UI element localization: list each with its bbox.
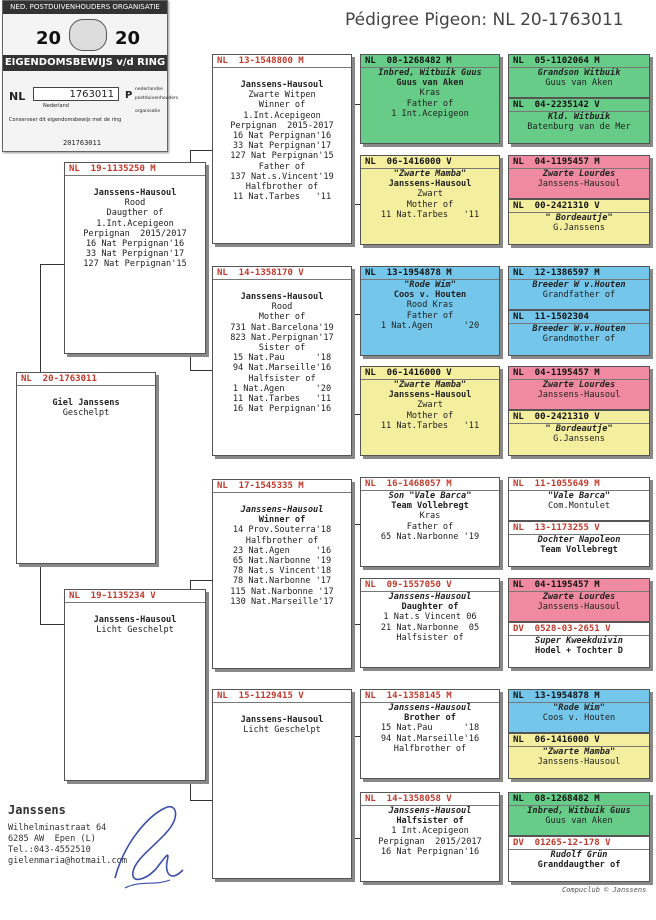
connector <box>190 370 212 371</box>
breeder-name: Inbred, Witbuik Guus <box>527 806 631 816</box>
info-line: 21 Nat.Narbonne 05 <box>380 622 480 633</box>
great-grandparent-box <box>360 689 500 779</box>
info-line: Halfsister of <box>396 816 464 827</box>
info-line: 33 Nat Perpignan'17 <box>85 249 185 260</box>
breeder-name: Janssens-Hausoul <box>388 592 472 602</box>
ancestor-box <box>508 733 650 779</box>
great-grandparent-box <box>360 792 500 882</box>
connector <box>190 580 212 581</box>
breeder-name: " Bordeautje" <box>545 213 613 223</box>
breeder-name: Janssens-Hausoul <box>388 806 472 816</box>
connector <box>40 624 64 625</box>
info-line: 1 Int.Acepigeon <box>391 826 469 837</box>
info-line: Coos v. Houten <box>542 713 616 724</box>
sire-box <box>64 162 206 354</box>
info-line: 94 Nat.Marseille'16 <box>380 733 480 744</box>
page-title: Pédigree Pigeon: NL 20-1763011 <box>345 10 624 30</box>
info-line: 16 Nat Perpignan'16 <box>85 239 185 250</box>
info-line: Janssens-Hausoul <box>537 757 621 768</box>
info-line: Zwarte Witpen <box>248 90 316 101</box>
info-line: Rood Kras <box>406 300 454 311</box>
connector <box>40 264 41 373</box>
card-year-left: 20 <box>36 28 62 49</box>
breeder-name: Guus van Aken <box>396 78 464 89</box>
breeder-name: Janssens-Hausoul <box>240 715 324 725</box>
ring-number: NL 19-1135234 V <box>65 590 205 603</box>
info-line: Janssens-Hausoul <box>537 179 621 190</box>
card-label-p: P <box>125 90 133 101</box>
breeder-name: Rudolf Grün <box>550 850 608 860</box>
info-line: 127 Nat Perpignan'15 <box>83 259 187 270</box>
ancestor-box <box>508 792 650 836</box>
ancestor-box <box>508 310 650 356</box>
breeder-name: "Zwarte Mamba" <box>542 747 616 757</box>
card-country: NL <box>9 90 26 103</box>
info-line: 11 Nat.Tarbes '11 <box>232 192 332 203</box>
info-line: 115 Nat.Narbonne '17 <box>230 586 334 597</box>
info-line: 127 Nat Perpignan'15 <box>230 151 334 162</box>
info-line: 14 Prov.Souterra'18 <box>232 525 332 536</box>
great-grandparent-box <box>360 578 500 668</box>
info-line: Rood <box>271 302 293 313</box>
ring-number: NL 13-1548800 M <box>213 55 351 68</box>
ring-number: NL 14-1358145 M <box>361 690 499 703</box>
ring-number: NL 17-1545335 M <box>213 480 351 493</box>
info-line: Mother of <box>406 410 454 421</box>
info-line: Halfbrother of <box>393 743 467 754</box>
info-line: Com.Montulet <box>547 501 611 512</box>
info-line: Grandfather of <box>542 290 616 301</box>
ancestor-box <box>508 836 650 882</box>
info-line: Hodel + Tochter D <box>535 646 623 657</box>
info-line: 137 Nat.s.Vincent'19 <box>230 171 334 182</box>
great-grandparent-box <box>360 366 500 456</box>
breeder-name: "Rode Wim" <box>553 703 605 713</box>
info-line: 1 Int.Acepigeon <box>391 108 469 119</box>
ring-number: NL 06-1416000 V <box>509 734 649 747</box>
breeder-name: Janssens-Hausoul <box>240 505 324 515</box>
owner-name: Janssens <box>8 803 66 817</box>
info-line: 11 Nat.Tarbes '11 <box>232 394 332 405</box>
info-line: Brother of <box>404 713 456 724</box>
info-line: 130 Nat.Marseille'17 <box>230 596 334 607</box>
info-line: G.Janssens <box>553 434 605 445</box>
connector <box>190 150 212 151</box>
info-line: Father of <box>258 161 306 172</box>
card-label-sub: nederlandse <box>135 87 163 92</box>
breeder-name: Son "Vale Barca" <box>388 491 472 501</box>
ring-number: NL 00-2421310 V <box>509 411 649 424</box>
info-line: Halfsister of <box>248 373 316 384</box>
info-line: 15 Nat.Pau '18 <box>380 723 480 734</box>
info-line: 65 Nat.Narbonne '19 <box>232 556 332 567</box>
dam-box <box>64 589 206 781</box>
connector <box>40 564 41 624</box>
info-line: Sister of <box>258 343 306 354</box>
breeder-name: Kld. Witbuik <box>547 112 611 122</box>
info-line: Daughter of <box>401 602 459 613</box>
subject-pigeon-box <box>16 372 156 564</box>
info-line: Grandmother of <box>542 334 616 345</box>
great-grandparent-box <box>360 155 500 245</box>
ring-number: NL 20-1763011 <box>17 373 155 386</box>
ring-number: NL 14-1358170 V <box>213 267 351 280</box>
ancestor-box <box>508 578 650 622</box>
card-label-sub2: postduivenhouders <box>135 96 179 101</box>
info-line: 1.Int.Acepigeon <box>96 218 174 229</box>
card-title: EIGENDOMSBEWIJS v/d RING <box>3 55 167 71</box>
breeder-name: Inbred, Witbuik Guus <box>378 68 482 78</box>
footer-credit: Compuclub © Janssens <box>562 886 647 894</box>
ring-number: NL 08-1268482 M <box>361 55 499 68</box>
card-note: Conserveer dit eigendomsbewijs met de ring <box>9 117 122 123</box>
ring-number: NL 00-2421310 V <box>509 200 649 213</box>
info-line: 78 Nat.s Vincent'18 <box>232 566 332 577</box>
breeder-name: Giel Janssens <box>52 398 120 408</box>
info-line: Winner of <box>258 100 306 111</box>
breeder-name: Super Kweekduivin <box>535 636 623 646</box>
breeder-name: Team Vollebregt <box>391 501 469 512</box>
grandparent-box <box>212 266 352 456</box>
info-line: 65 Nat.Narbonne '19 <box>380 531 480 542</box>
ring-number: NL 13-1954878 M <box>361 267 499 280</box>
signature <box>95 800 195 900</box>
info-line: Janssens-Hausoul <box>537 602 621 613</box>
info-line: Halfsister of <box>396 632 464 643</box>
breeder-name: "Zwarte Mamba" <box>393 169 467 179</box>
ring-number: NL 11-1502304 <box>509 311 649 324</box>
info-line: Granddaugther of <box>537 860 621 871</box>
ring-number: NL 04-1195457 M <box>509 367 649 380</box>
breeder-name: "Zwarte Mamba" <box>393 380 467 390</box>
ancestor-box <box>508 155 650 199</box>
card-label-nl: Nederland <box>43 103 69 109</box>
info-line: Mother of <box>258 312 306 323</box>
info-line: 731 Nat.Barcelona'19 <box>230 322 334 333</box>
ring-number: DV 0528-03-2651 V <box>509 623 649 636</box>
info-line: Father of <box>406 98 454 109</box>
breeder-name: Janssens-Hausoul <box>240 292 324 302</box>
info-line: Perpignan 2015/2017 <box>83 228 187 239</box>
great-grandparent-box <box>360 54 500 144</box>
card-ring-number: 1763011 <box>33 87 119 101</box>
card-emblem <box>69 19 107 51</box>
ring-ownership-card <box>2 0 179 152</box>
card-org: NED. POSTDUIVENHOUDERS ORGANISATIE <box>3 1 167 14</box>
info-line: Zwart <box>417 400 443 411</box>
info-line: Zwart <box>417 189 443 200</box>
ring-number: NL 06-1416000 V <box>361 156 499 169</box>
breeder-name: Grandson Witbuik <box>537 68 621 78</box>
ring-number: NL 16-1468057 M <box>361 478 499 491</box>
breeder-name: Zwarte Lourdes <box>542 592 616 602</box>
ring-number: NL 04-1195457 M <box>509 579 649 592</box>
info-line: Winner of <box>258 515 306 526</box>
info-line: Perpignan 2015/2017 <box>378 836 482 847</box>
great-grandparent-box <box>360 477 500 567</box>
info-line: Daugther of <box>106 208 164 219</box>
breeder-name: Breeder W v.Houten <box>532 280 626 290</box>
info-line: Father of <box>406 310 454 321</box>
info-line: 16 Nat Perpignan'16 <box>380 846 480 857</box>
info-line: 78 Nat.Narbonne '17 <box>232 576 332 587</box>
info-line: Janssens-Hausoul <box>537 390 621 401</box>
ancestor-box <box>508 366 650 410</box>
info-line: Kras <box>419 511 441 522</box>
info-line: 94 Nat.Marseille'16 <box>232 363 332 374</box>
ring-number: NL 04-1195457 M <box>509 156 649 169</box>
card-serial: 201763011 <box>63 139 101 147</box>
ancestor-box <box>508 410 650 456</box>
grandparent-box <box>212 479 352 669</box>
great-grandparent-box <box>360 266 500 356</box>
ring-number: NL 11-1055649 M <box>509 478 649 491</box>
breeder-name: Janssens-Hausoul <box>93 188 177 198</box>
breeder-name: Breeder W.v.Houten <box>532 324 626 334</box>
ancestor-box <box>508 199 650 245</box>
ancestor-box <box>508 477 650 521</box>
owner-email[interactable]: gielenmaria@hotmail.com <box>8 856 127 866</box>
owner-phone: Tel.:043-4552510 <box>8 845 91 855</box>
breeder-name: Coos v. Houten <box>393 290 467 301</box>
info-line: 1 Nat.Agen '20 <box>232 383 332 394</box>
ring-number: NL 13-1954878 M <box>509 690 649 703</box>
info-line: Kras <box>419 88 441 99</box>
info-line: 23 Nat.Agen '16 <box>232 545 332 556</box>
info-line: Halfbrother of <box>245 182 319 193</box>
breeder-name: Janssens-Hausoul <box>93 615 177 625</box>
info-line: 1 Nat.s Vincent 06 <box>383 612 477 623</box>
card-label-org: organisatie <box>135 109 161 114</box>
connector <box>40 264 64 265</box>
grandparent-box <box>212 54 352 244</box>
ancestor-box <box>508 98 650 144</box>
breeder-name: "Rode Wim" <box>404 280 456 290</box>
info-line: Rood <box>124 198 146 209</box>
info-line: Guus van Aken <box>545 78 613 89</box>
grandparent-box <box>212 689 352 879</box>
info-line: 1.Int.Acepigeon <box>243 110 321 121</box>
breeder-name: Janssens-Hausoul <box>388 390 472 401</box>
ancestor-box <box>508 521 650 567</box>
breeder-name: Janssens-Hausoul <box>388 179 472 190</box>
info-line: 11 Nat.Tarbes '11 <box>380 209 480 220</box>
ring-number: NL 15-1129415 V <box>213 690 351 703</box>
info-line: Father of <box>406 521 454 532</box>
ring-number: NL 19-1135250 M <box>65 163 205 176</box>
info-line: Halfbrother of <box>245 535 319 546</box>
info-line: 16 Nat Perpignan'16 <box>232 404 332 415</box>
ring-number: NL 14-1358058 V <box>361 793 499 806</box>
ancestor-box <box>508 622 650 668</box>
card-year-right: 20 <box>115 28 141 49</box>
owner-address: Wilhelminastraat 64 <box>8 823 107 833</box>
ring-number: NL 04-2235142 V <box>509 99 649 112</box>
breeder-name: " Bordeautje" <box>545 424 613 434</box>
info-line: Batenburg van de Mer <box>527 122 631 133</box>
ring-number: NL 12-1386597 M <box>509 267 649 280</box>
info-line: 16 Nat Perpignan'16 <box>232 131 332 142</box>
breeder-name: Zwarte Lourdes <box>542 380 616 390</box>
ring-number: NL 05-1102064 M <box>509 55 649 68</box>
info-line: Team Vollebregt <box>540 545 618 556</box>
pigeon-color: Licht Geschelpt <box>96 625 174 636</box>
breeder-name: "Vale Barca" <box>547 491 611 501</box>
pigeon-color: Geschelpt <box>62 408 110 419</box>
info-line: 33 Nat Perpignan'17 <box>232 141 332 152</box>
info-line: 1 Nat.Agen '20 <box>380 320 480 331</box>
info-line: G.Janssens <box>553 223 605 234</box>
ring-number: DV 01265-12-178 V <box>509 837 649 850</box>
ring-number: NL 08-1268482 M <box>509 793 649 806</box>
ring-number: NL 06-1416000 V <box>361 367 499 380</box>
info-line: Mother of <box>406 199 454 210</box>
breeder-name: Zwarte Lourdes <box>542 169 616 179</box>
info-line: 11 Nat.Tarbes '11 <box>380 420 480 431</box>
breeder-name: Janssens-Hausoul <box>240 80 324 90</box>
info-line: Guus van Aken <box>545 816 613 827</box>
ring-number: NL 13-1173255 V <box>509 522 649 535</box>
ancestor-box <box>508 266 650 310</box>
breeder-name: Janssens-Hausoul <box>388 703 472 713</box>
info-line: Perpignan 2015-2017 <box>230 120 334 131</box>
pigeon-color: Licht Geschelpt <box>243 725 321 736</box>
info-line: 15 Nat.Pau '18 <box>232 353 332 364</box>
owner-city: 6285 AW Epen (L) <box>8 834 96 844</box>
info-line: 823 Nat.Perpignan'17 <box>230 332 334 343</box>
ancestor-box <box>508 689 650 733</box>
breeder-name: Dochter Napoleon <box>537 535 621 545</box>
ring-number: NL 09-1557050 V <box>361 579 499 592</box>
ancestor-box <box>508 54 650 98</box>
